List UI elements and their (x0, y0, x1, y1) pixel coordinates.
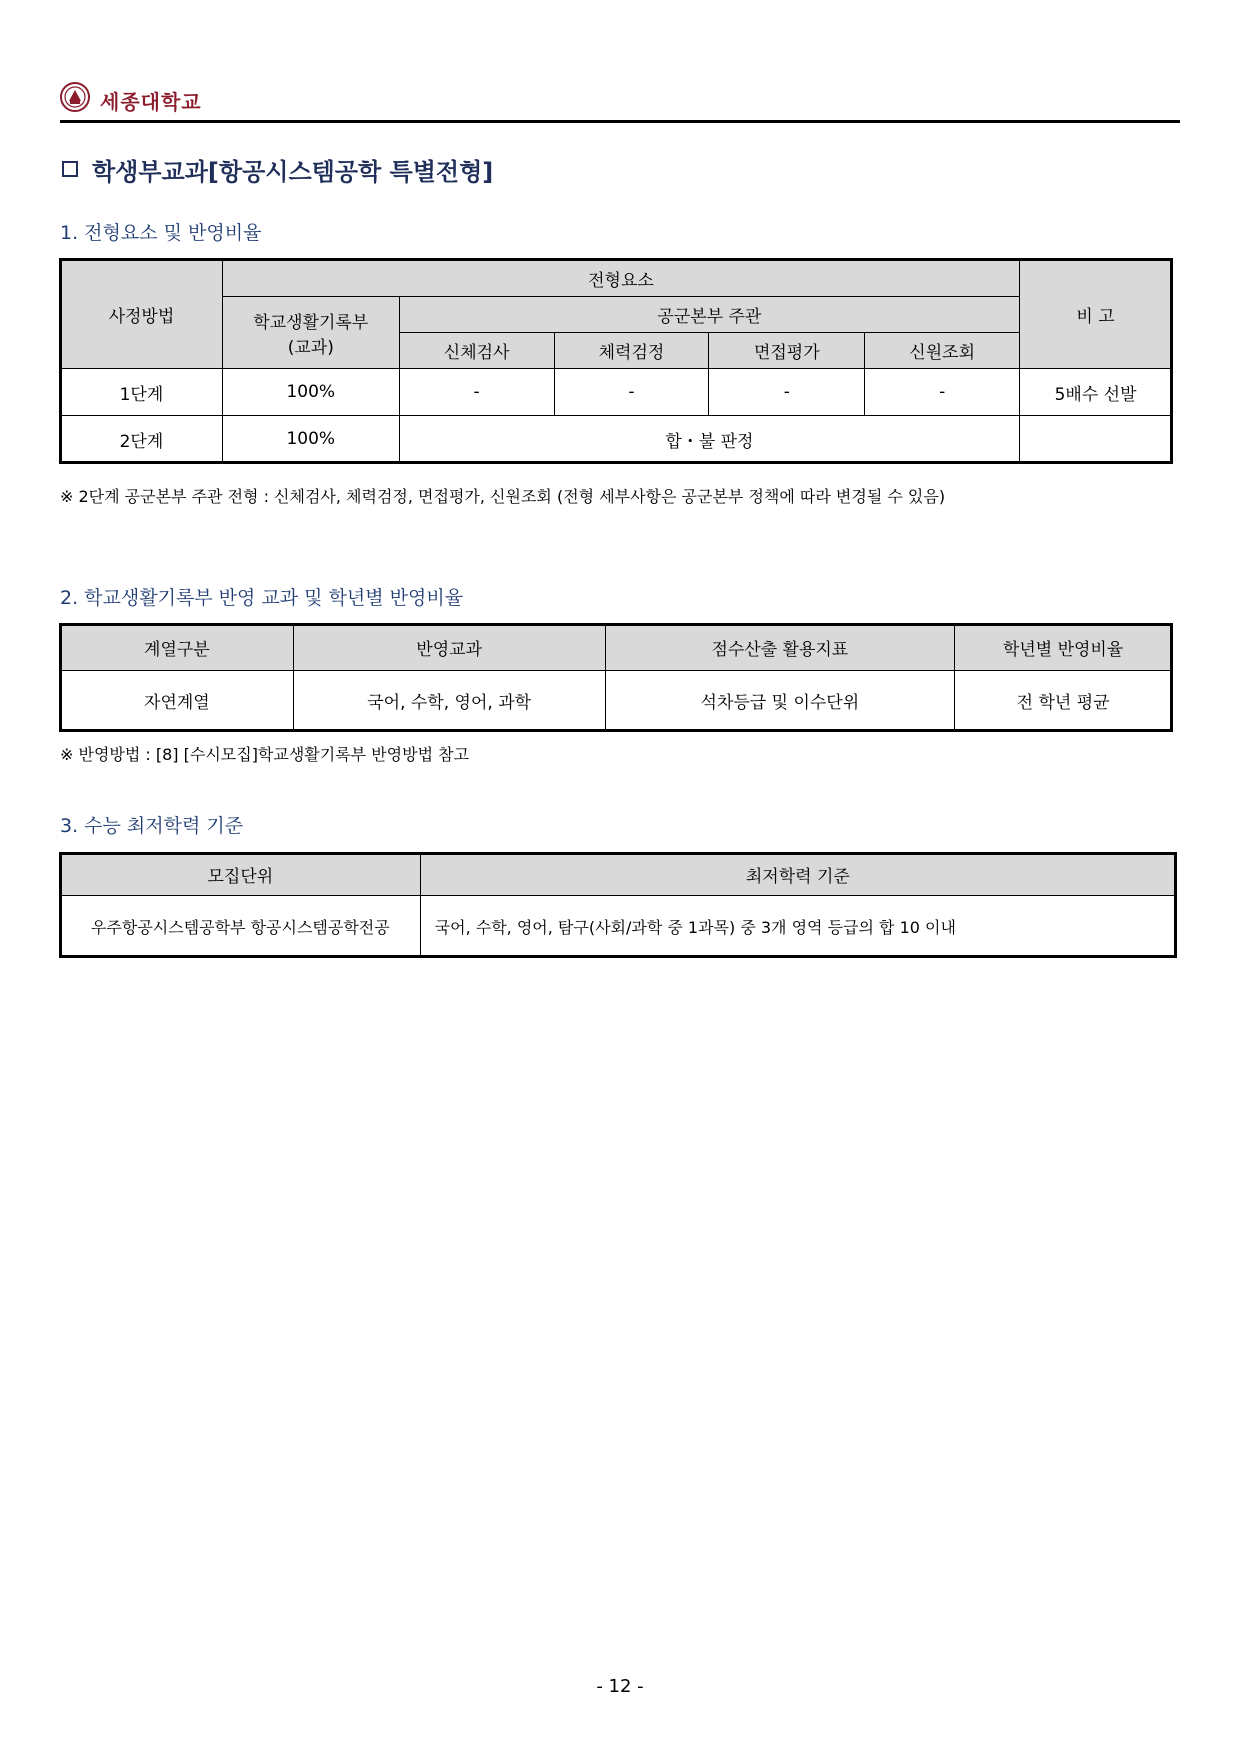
grade-ratio-cell: 전 학년 평균 (955, 671, 1172, 731)
brand-name: 세종대학교 (100, 90, 202, 114)
section1-note: ※ 2단계 공군본부 주관 전형 : 신체검사, 체력검정, 면접평가, 신원조회 (전형 세부사항은 공군본부 정책에 따라 변경될 수 있음) (60, 487, 946, 506)
subjects-table (60, 624, 1172, 731)
header-remark: 비 고 (1020, 260, 1172, 369)
header-track: 계열구분 (61, 625, 294, 671)
section2-note: ※ 반영방법 : [8] [수시모집]학교생활기록부 반영방법 참고 (60, 745, 470, 764)
interview-cell: - (709, 369, 865, 416)
header-grade-ratio: 학년별 반영비율 (955, 625, 1172, 671)
header-unit: 모집단위 (61, 854, 421, 896)
section2-heading: 2. 학교생활기록부 반영 교과 및 학년별 반영비율 (60, 587, 464, 609)
unit-cell: 우주항공시스템공학부 항공시스템공학전공 (61, 896, 421, 957)
header-record-label: 학교생활기록부 (253, 312, 369, 333)
page-number: - 12 - (596, 1676, 644, 1697)
remark-cell (1020, 416, 1172, 463)
page-title (62, 152, 493, 187)
header-interview: 면접평가 (709, 333, 865, 369)
passfail-cell: 합・불 판정 (399, 416, 1019, 463)
header-airforce: 공군본부 주관 (399, 297, 1019, 333)
table-row (61, 416, 1172, 463)
header-rule (60, 120, 1180, 123)
track-cell: 자연계열 (61, 671, 294, 731)
square-bullet-icon (62, 161, 78, 177)
table-row (61, 369, 1172, 416)
page-title-text: 학생부교과[항공시스템공학 특별전형] (92, 158, 494, 186)
header-indicator: 점수산출 활용지표 (605, 625, 955, 671)
physical-cell: - (399, 369, 554, 416)
standard-cell: 국어, 수학, 영어, 탐구(사회/과학 중 1과목) 중 3개 영역 등급의 합 10 이내 (420, 896, 1175, 957)
minimum-standard-table (60, 853, 1176, 957)
header-record (222, 297, 399, 369)
header-subjects: 반영교과 (293, 625, 605, 671)
selection-elements-table (60, 259, 1172, 463)
record-cell: 100% (222, 369, 399, 416)
subjects-cell: 국어, 수학, 영어, 과학 (293, 671, 605, 731)
header-record-sub: (교과) (287, 337, 334, 358)
indicator-cell: 석차등급 및 이수단위 (605, 671, 955, 731)
remark-cell: 5배수 선발 (1020, 369, 1172, 416)
university-seal-icon (60, 82, 90, 112)
header-physical: 신체검사 (399, 333, 554, 369)
page-header (60, 80, 1180, 122)
table-row (61, 671, 1172, 731)
fitness-cell: - (554, 369, 709, 416)
stage-cell: 2단계 (61, 416, 223, 463)
table-row (61, 896, 1176, 957)
section1-heading: 1. 전형요소 및 반영비율 (60, 222, 262, 244)
header-standard: 최저학력 기준 (420, 854, 1175, 896)
header-fitness: 체력검정 (554, 333, 709, 369)
section3-heading: 3. 수능 최저학력 기준 (60, 815, 244, 837)
header-elements: 전형요소 (222, 260, 1019, 297)
record-cell: 100% (222, 416, 399, 463)
header-background: 신원조회 (865, 333, 1020, 369)
background-cell: - (865, 369, 1020, 416)
header-method: 사정방법 (61, 260, 223, 369)
stage-cell: 1단계 (61, 369, 223, 416)
